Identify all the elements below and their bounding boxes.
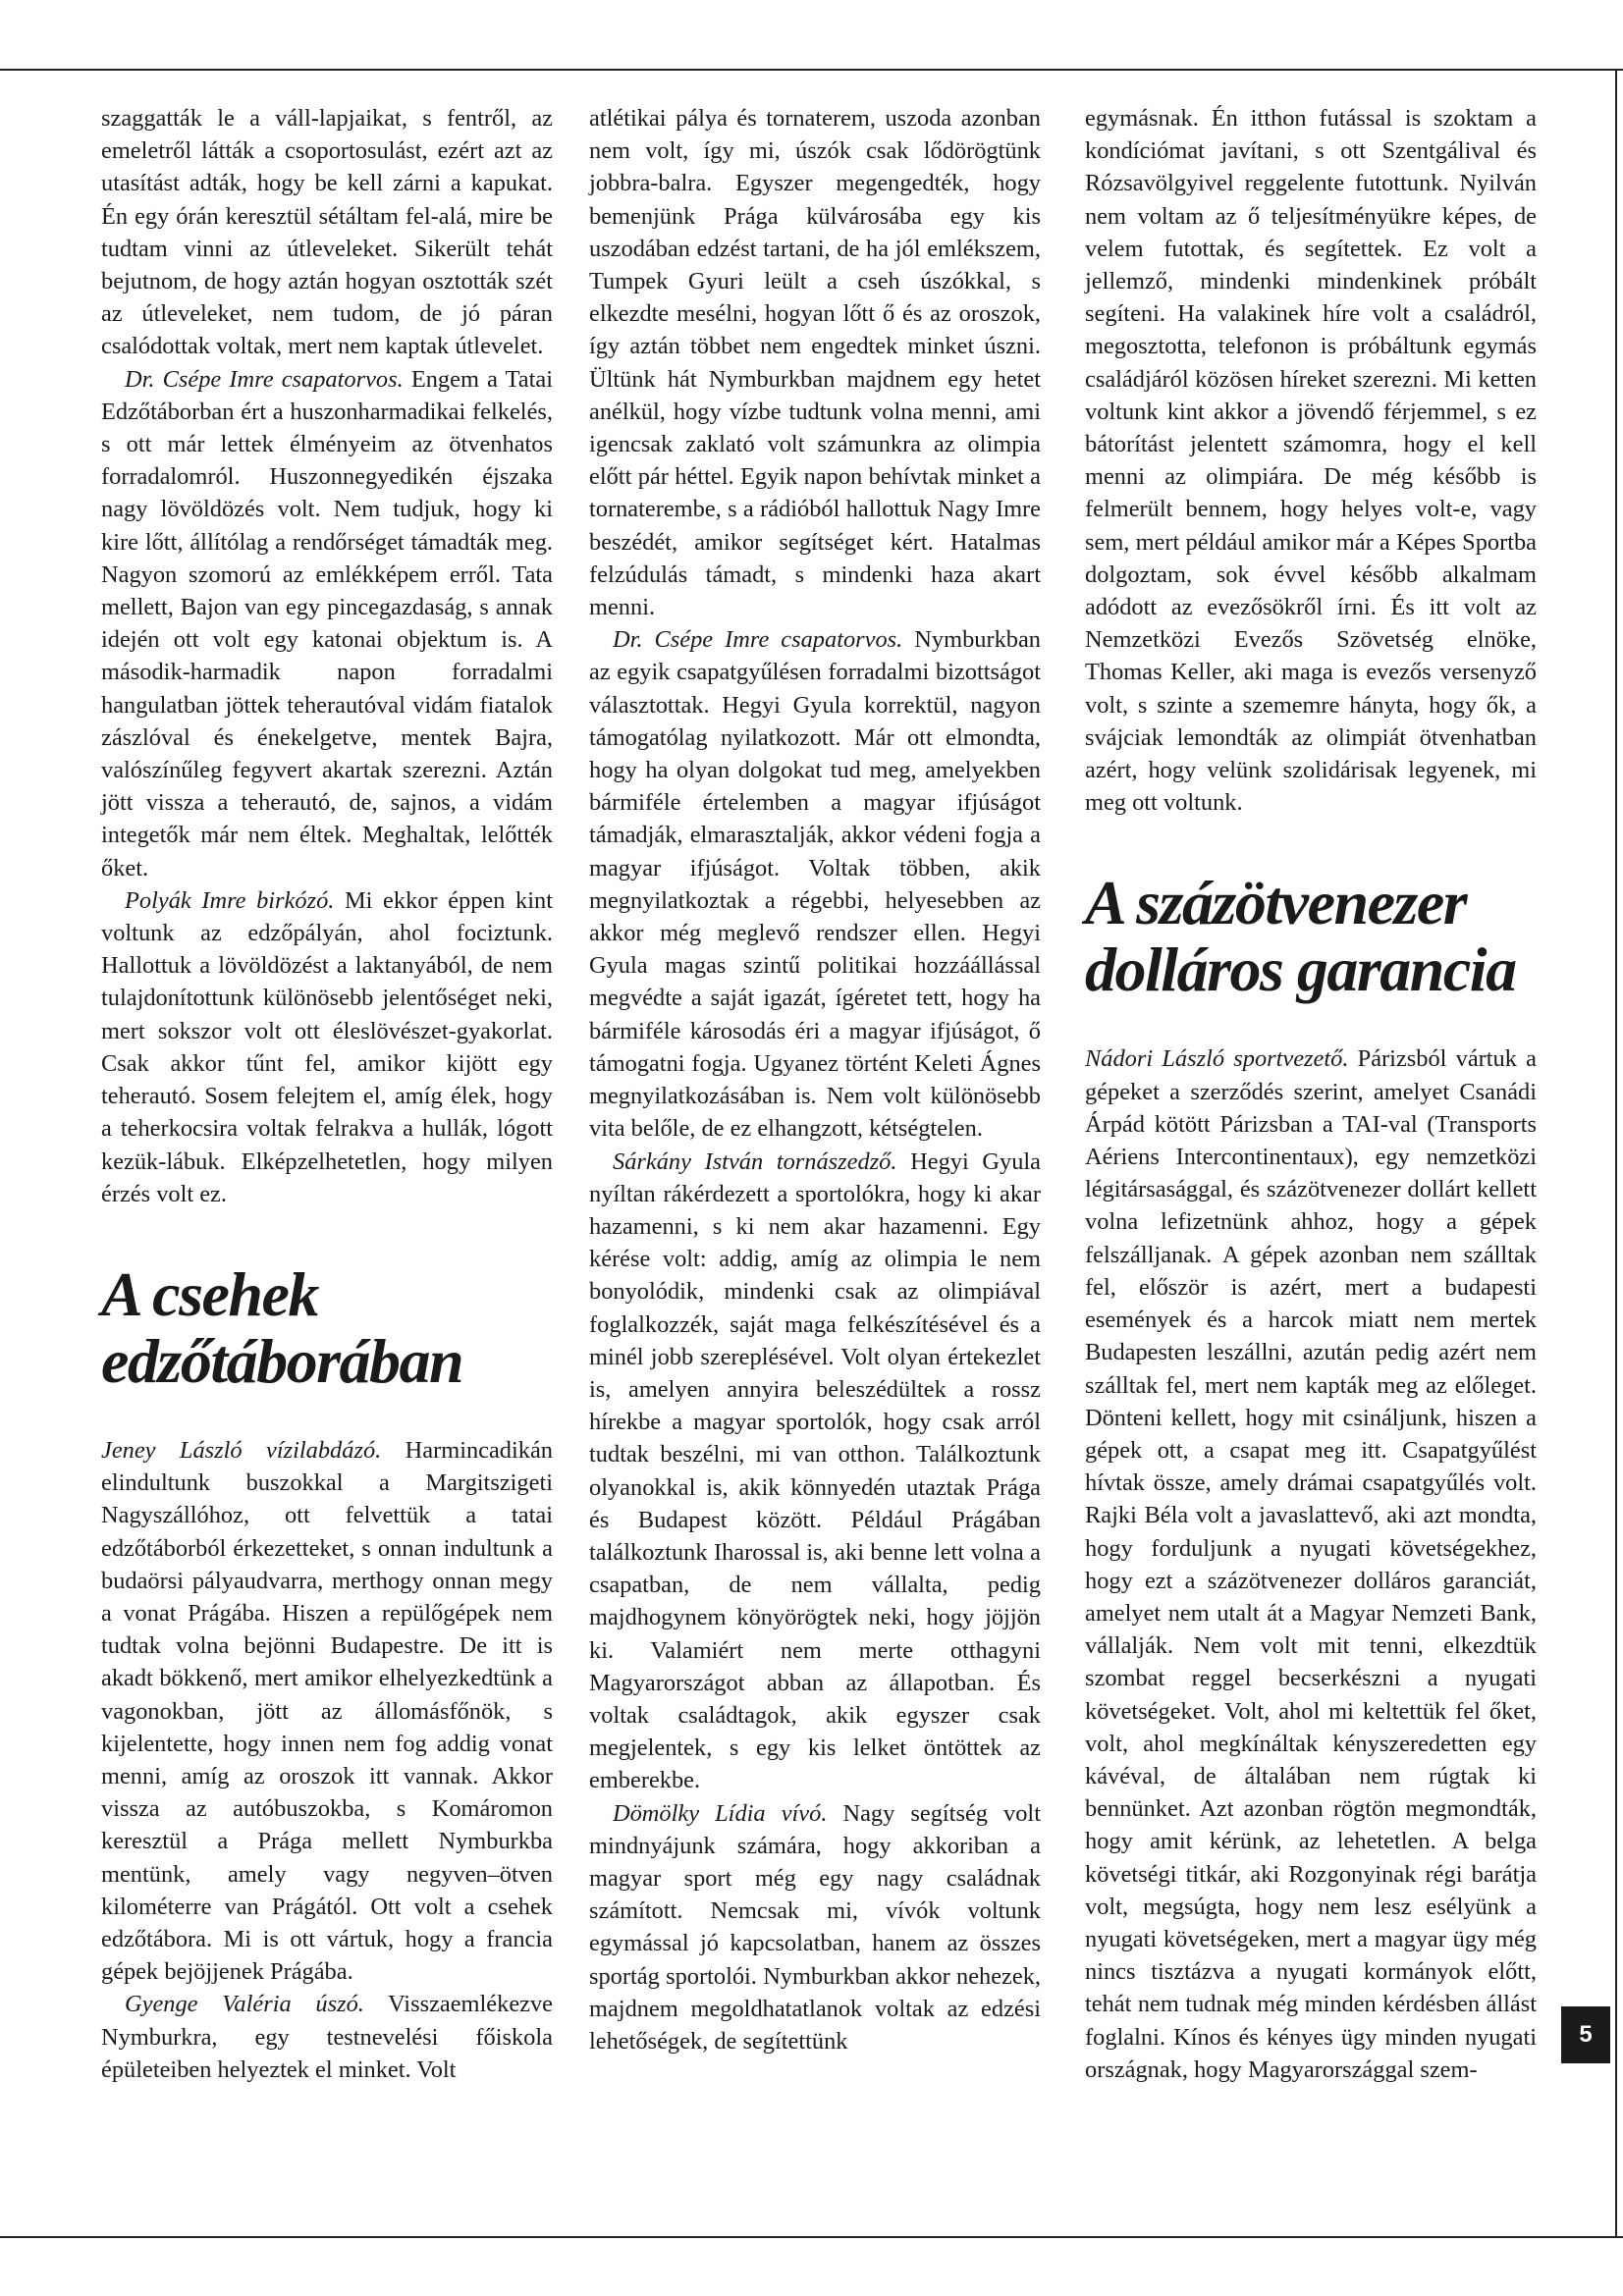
column-3 — [1085, 102, 1537, 2086]
right-rule — [1615, 69, 1617, 2238]
column-2 — [589, 102, 1041, 2057]
speaker-name: Sárkány István tornászedző. — [613, 1148, 897, 1175]
paragraph: Dr. Csépe Imre csapatorvos. Engem a Tatai Edzőtáborban ért a huszonharmadikai felkelés, s ott már lettek élményeim az ötvenhatos forradalomról. Huszonnegyedikén éjszaka nagy lövöldözés volt. Nem tudjuk, hogy ki kire lőtt, állítólag a rendőrséget támadták meg. Nagyon szomorú az emlékképem erről. Tata mellett, Bajon van egy pincegazdaság, s annak idején ott volt egy katonai objektum is. A második-harmadik napon forradalmi hangulatban jöttek teherautóval vidám fiatalok zászlóval és énekelgetve, mentek Bajra, valószínűleg fegyvert akartak szerezni. Aztán jött vissza a teherautó, de, sajnos, a vidám integetők már nem éltek. Meghaltak, lelőtték őket. — [101, 365, 554, 881]
speaker-name: Nádori László sportvezető. — [1085, 1045, 1349, 1073]
speaker-name: Gyenge Valéria úszó. — [125, 1991, 364, 2018]
column-1 — [101, 102, 553, 2086]
speaker-name: Dömölky Lídia vívó. — [613, 1799, 828, 1827]
speaker-name: Dr. Csépe Imre csapatorvos. — [613, 626, 903, 654]
paragraph: atlétikai pálya és tornaterem, uszoda azonban nem volt, így mi, úszók csak lődörögtünk jobbra-balra. Egyszer megengedték, hogy bemenjünk Prága külvárosába egy kis uszodában edzést tartani, de ha jól emlékszem, Tumpek Gyuri leült a cseh úszókkal, s elkezdte mesélni, hogyan lőtt ő és az oroszok, így aztán többet nem engedtek minket úszni. Ültünk hát Nymburkban majdnem egy hetet anélkül, hogy vízbe tudtunk volna menni, ami igencsak zaklató volt számunkra az olimpia előtt pár héttel. Egyik napon behívtak minket a tornaterembe, s a rádióból hallottuk Nagy Imre beszédét, amikor segítséget kért. Hatalmas felzúdulás támadt, s mindenki haza akart menni. — [589, 105, 1041, 621]
paragraph: Polyák Imre birkózó. Mi ekkor éppen kint voltunk az edzőpályán, ahol fociztunk. Hallottuk a lövöldözést a laktanyából, de nem tulajdonítottunk különösebb jelentőséget neki, mert sokszor volt ott éleslövészet-gyakorlat. Csak akkor tűnt fel, amikor kijött egy teherautó. Sosem felejtem el, amíg élek, hogy a teherkocsira voltak felrakva a hullák, lógott kezük-lábuk. Elképzelhetetlen, hogy milyen érzés volt ez. — [101, 886, 553, 1207]
speaker-name: Polyák Imre birkózó. — [125, 886, 335, 914]
bottom-rule — [0, 2236, 1623, 2238]
paragraph: szaggatták le a váll-lapjaikat, s fentről, az emeletről látták a csoportosulást, ezért azt az utasítást adták, hogy be kell zárni a kapukat. Én egy órán keresztül sétáltam fel-alá, mire be tudtam vinni az útleveleket. Sikerült tehát bejutnom, de hogy aztán hogyan osztották szét az útleveleket, nem tudom, de jó páran csalódottak voltak, mert nem kaptak útlevelet. — [101, 105, 553, 360]
speaker-name: Jeney László vízilabdázó. — [101, 1436, 382, 1464]
paragraph: Dr. Csépe Imre csapatorvos. Nymburkban az egyik csapatgyűlésen forradalmi bizottságot választottak. Hegyi Gyula korrektül, nagyon támogatólag nyilatkozott. Már ott elmondta, hogy ha olyan dolgokat tud meg, amelyekben bármiféle értelemben a magyar ifjúságot támadják, elmarasztalják, akkor védeni fogja a magyar ifjúságot. Voltak többen, akik megnyilatkoztak a régebbi, helyesebben az akkor még meglevő rendszer ellen. Hegyi Gyula magas szintű politikai hozzáállással megvédte a saját igazát, ígéretet tett, hogy ha bármiféle károsodás éri a magyar ifjúságot, ő támogatni fogja. Ugyanez történt Keleti Ágnes megnyilatkozásában is. Nem volt különösebb vita belőle, de ez elhangzott, kétségtelen. — [589, 626, 1041, 1143]
paragraph: Dömölky Lídia vívó. Nagy segítség volt mindnyájunk számára, hogy akkoriban a magyar sport még egy nagy családnak számított. Nemcsak mi, vívók voltunk egymással jó kapcsolatban, hanem az összes sportág sportolói. Nymburkban akkor nehezek, majdnem megoldhatatlanok voltak az edzési lehetőségek, de segítettünk — [589, 1799, 1041, 2055]
paragraph: Nádori László sportvezető. Párizsból vártuk a gépeket a szerződés szerint, amelyet Csanádi Árpád kötött Párizsban a TAI-val (Transports Aériens Intercontinentaux), egy nemzetközi légitársasággal, és százötvenezer dollárt kellett volna lefizetnünk ahhoz, hogy a gépek felszálljanak. A gépek azonban nem szálltak fel, először is azért, mert a budapesti események és a harcok miatt nem mertek Budapesten leszállni, azután pedig azért nem szálltak fel, mert nem kapták meg az előleget. Dönteni kellett, hogy mit csináljunk, hiszen a gépek ott, a csapat meg itt. Csapatgyűlést hívtak össze, amely drámai csapatgyűlés volt. Rajki Béla volt a javaslattevő, aki azt mondta, hogy forduljunk a nyugati követségekhez, hogy ezt a százötvenezer dolláros garanciát, amelyet nem utalt át a Magyar Nemzeti Bank, vállalják. Nem volt mit tenni, elkezdtük szombat reggel becserkészni a nyugati követségeket. Volt, ahol mi keltettük fel őket, volt, ahol megkínáltak kényszeredetten egy kávéval, de általában nem rúgtak ki bennünket. Azt azonban rögtön megmondták, hogy amit kérünk, az lehetetlen. A belga követségi titkár, aki Rozgonyinak régi barátja volt, megsúgta, hogy nem lesz esélyünk a nyugati követségeken, mert a magyar ügy még nincs tisztázva a nyugati kormányok előtt, tehát nem tudnak még minden kérdésben állást foglalni. Kínos és kényes ügy minden nyugati országnak, hogy Magyarországgal szem- — [1085, 1045, 1537, 2083]
paragraph: Gyenge Valéria úszó. Visszaemlékezve Nymburkra, egy testnevelési főiskola épületeiben helyeztek el minket. Volt — [101, 1991, 553, 2083]
page-number: 5 — [1561, 2006, 1610, 2063]
speaker-name: Dr. Csépe Imre csapatorvos. — [125, 365, 404, 393]
paragraph: egymásnak. Én itthon futással is szoktam a kondíciómat javítani, s ott Szentgálival és Rózsavölgyivel reggelente futottunk. Nyilván nem voltam az ő teljesítményükre képes, de velem futottak, és segítettek. Ez volt a jellemző, mindenki mindenkinek próbált segíteni. Ha valakinek híre volt a családról, megosztotta, telefonon is próbáltunk egymás családjáról közösen híreket szerezni. Mi ketten voltunk kint akkor a jövendő férjemmel, s ez bátorítást jelentett számomra, hogy el kell menni az olimpiára. De még később is felmerült bennem, hogy helyes volt-e, vagy sem, mert például amikor már a Képes Sportba dolgoztam, sok évvel később alkalmam adódott az evezősökről írni. És itt volt az Nemzetközi Evezős Szövetség elnöke, Thomas Keller, aki maga is evezős versenyző volt, s szinte a szememre hányta, hogy ők, a svájciak lemondták az olimpiát ötvenhatban azért, hogy velünk szolidárisak legyenek, mi meg ott voltunk. — [1085, 105, 1537, 817]
paragraph: Sárkány István tornászedző. Hegyi Gyula nyíltan rákérdezett a sportolókra, hogy ki akar hazamenni, s ki nem akar hazamenni. Egy kérése volt: addig, amíg az olimpia le nem bonyolódik, mindenki csak az olimpiával foglalkozzék, saját maga felkészítésével és a minél jobb szereplésével. Volt olyan értekezlet is, amelyen annyira beleszédültek a rossz hírekbe a magyar sportolók, hogy csak arról tudtak beszélni, mi van otthon. Találkoztunk olyanokkal is, akik könnyedén utaztak Prága és Budapest között. Például Prágában találkoztunk Iharossal is, aki benne lett volna a csapatban, de nem vállalta, pedig majdhogynem könyörögtek neki, hogy jöjjön ki. Valamiért nem merte otthagyni Magyarországot abban az állapotban. És voltak családtagok, akik egyszer csak megjelentek, s egy kis lelket öntöttek az emberekbe. — [589, 1148, 1041, 1794]
section-heading: A csehek edzőtáborában — [101, 1258, 463, 1396]
top-rule — [0, 69, 1623, 71]
paragraph: Jeney László vízilabdázó. Harmincadikán elindultunk buszokkal a Margitszigeti Nagyszállóhoz, ott felvettük a tatai edzőtáborból érkezetteket, s onnan indultunk a budaörsi pályaudvarra, merthogy onnan megy a vonat Prágába. Hiszen a repülőgépek nem tudtak volna bejönni Budapestre. De itt is akadt bökkenő, mert amikor elhelyezkedtünk a vagonokban, jött az állomásfőnök, s kijelentette, hogy innen nem fog addig vonat menni, amíg az oroszok itt vannak. Akkor vissza az autóbuszokba, s Komáromon keresztül a Prága mellett Nymburkba mentünk, amely vagy negyven–ötven kilométerre van Prágától. Ott volt a csehek edzőtábora. Mi is ott vártuk, hogy a francia gépek bejöjjenek Prágába. — [101, 1436, 554, 1986]
section-heading: A százötvenezer dolláros garancia — [1085, 868, 1516, 1005]
